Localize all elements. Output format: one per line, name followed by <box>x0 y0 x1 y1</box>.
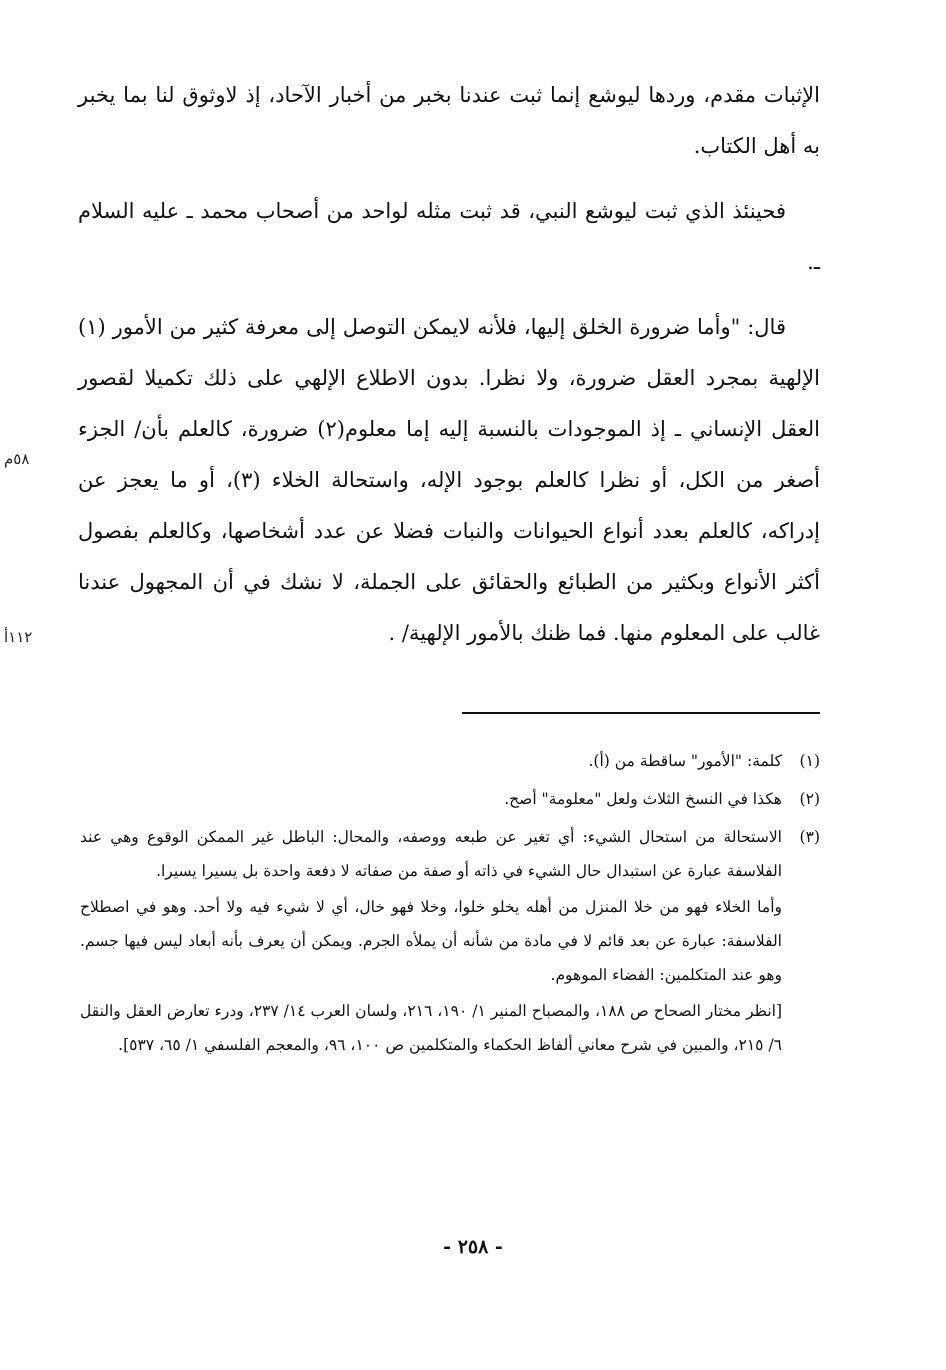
footnote-body <box>80 782 782 818</box>
footnote-number: (٢) <box>799 790 820 808</box>
main-text <box>78 70 820 673</box>
margin-note-manuscript-m: ٥٨م <box>4 450 30 468</box>
footnote-text: الاستحالة من استحال الشيء: أي تغير عن طبعه ووصفه، والمحال: الباطل غير الممكن الوقوع وهي عند الفلاسفة عبارة عن استبدال حال الشيء في ذاته أو صفة من صفاته لا دفعة واحدة بل يسيرا يسيرا. <box>80 828 782 880</box>
paragraph-3: قال: "وأما ضرورة الخلق إليها، فلأنه لايمكن التوصل إلى معرفة كثير من الأمور (١) الإلهية بمجرد العقل ضرورة، ولا نظرا. بدون الاطلاع الإلهي على ذلك تكميلا لقصور العقل الإنساني ـ إذ الموجودات بالنسبة إليه إما معلوم(٢) ضرورة، كالعلم بأن/ الجزء أصغر من الكل، أو نظرا كالعلم بوجود الإله، واستحالة الخلاء (٣)، أو ما يعجز عن إدراكه، كالعلم بعدد أنواع الحيوانات والنبات فضلا عن عدد أشخاصها، وكالعلم بفصول أكثر الأنواع وبكثير من الطبائع والحقائق على الجملة، لا نشك في أن المجهول عندنا غالب على المعلوم منها. فما ظنك بالأمور الإلهية/ . <box>78 315 820 645</box>
footnotes <box>80 744 820 1066</box>
footnote-text: وأما الخلاء فهو من خلا المنزل من أهله يخلو خلوا، وخلا فهو خال، أي لا شيء فيه ولا أحد. وهو في اصطلاح الفلاسفة: عبارة عن بعد قائم لا في مادة من شأنه أن يملأه الجرم. ويمكن أن يعرف بأنه أبعاد ليس فيها جسم. وهو عند المتكلمين: الفضاء الموهوم. <box>80 898 782 984</box>
page-number: - ٢٥٨ - <box>443 1236 503 1258</box>
paragraph-1: الإثبات مقدم، وردها ليوشع إنما ثبت عندنا بخبر من أخبار الآحاد، إذ لاوثوق لنا بما يخبر به أهل الكتاب. <box>78 83 820 158</box>
footnote-1 <box>80 744 820 780</box>
footnote-number: (٣) <box>799 828 820 846</box>
paragraph-2: فحينئذ الذي ثبت ليوشع النبي، قد ثبت مثله لواحد من أصحاب محمد ـ عليه السلام ـ. <box>78 199 820 274</box>
footnote-text: كلمة: "الأمور" ساقطة من (أ). <box>588 752 782 770</box>
footnote-number: (١) <box>799 752 820 770</box>
footnote-text: هكذا في النسخ الثلاث ولعل "معلومة" أصح. <box>504 790 782 808</box>
footnote-3 <box>80 820 820 1064</box>
footnote-divider <box>462 712 820 714</box>
margin-note-manuscript-a: ١١٢أ <box>4 628 33 646</box>
footnote-body <box>80 744 782 780</box>
footnote-body <box>80 820 782 1064</box>
footnote-2 <box>80 782 820 818</box>
footnote-text: [انظر مختار الصحاح ص ١٨٨، والمصباح المنير ١/ ١٩٠، ٢١٦، ولسان العرب ١٤/ ٢٣٧، ودرء تعارض العقل والنقل ٦/ ٢١٥، والمبين في شرح معاني ألفاظ الحكماء والمتكلمين ص ١٠٠، ٩٦، والمعجم الفلسفي ١/ ٦٥، ٥٣٧]. <box>80 1002 783 1054</box>
